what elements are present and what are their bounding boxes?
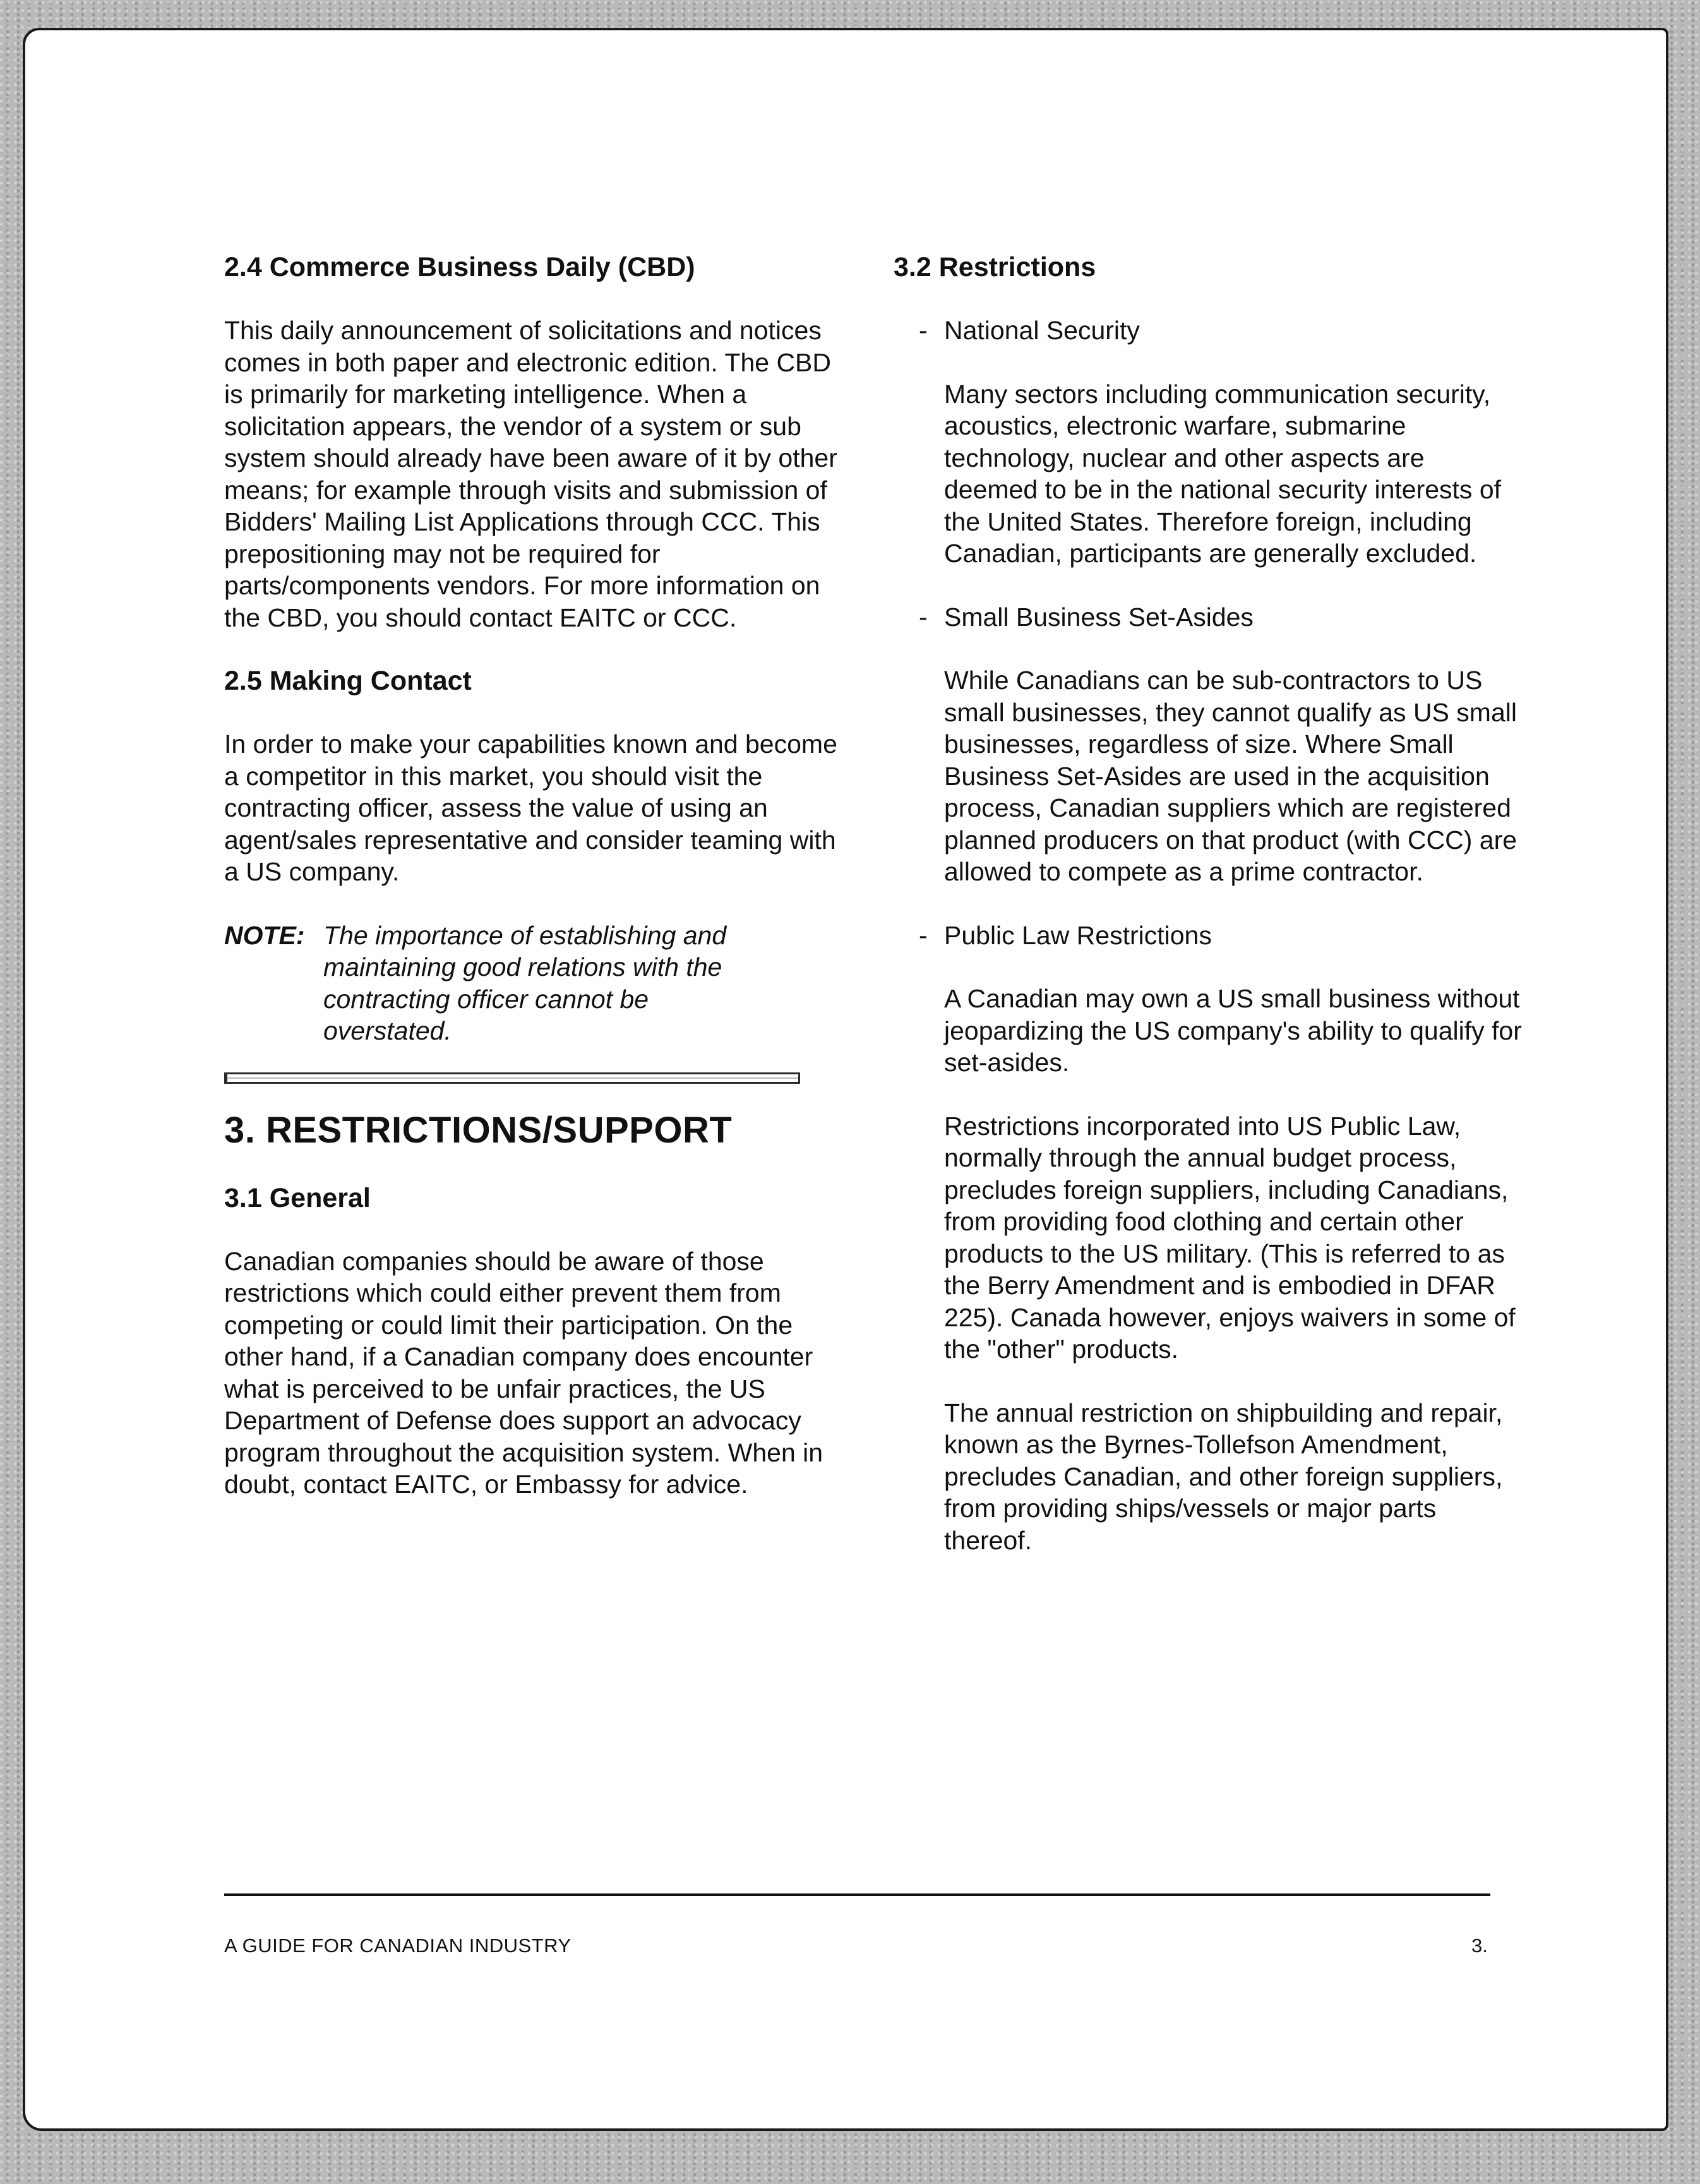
bullet-label: National Security [944, 316, 1140, 345]
paragraph-public-law-3: The annual restriction on shipbuilding and repair, known as the Byrnes-Tollefson Amendment, precludes Canadian, and other foreign suppliers, from providing ships/vessels or major parts thereof. [944, 1398, 1503, 1555]
right-column [894, 251, 1525, 1588]
footer-rule [224, 1893, 1490, 1896]
paragraph-national-security: Many sectors including communication security, acoustics, electronic warfare, submarine technology, nuclear and other aspects are deemed to be in the national security interests of the United States. Therefore foreign, including Canadian, participants are generally excluded. [944, 379, 1502, 568]
heading-3-1: 3.1 General [224, 1182, 371, 1213]
left-column [224, 251, 856, 1532]
section-divider [224, 1072, 800, 1084]
heading-2-5: 2.5 Making Contact [224, 666, 472, 696]
paragraph-general: Canadian companies should be aware of those restrictions which could either prevent them from competing or could limit their participation. On the other hand, if a Canadian company does encounter what is perceived to be unfair practices, the US Department of Defense does support an advocacy program throughout the acquisition system. When in doubt, contact EAITC, or Embassy for advice. [224, 1246, 823, 1499]
bullet-label: Public Law Restrictions [944, 920, 1212, 950]
page-number: 3. [1471, 1935, 1488, 1957]
heading-2-4: 2.4 Commerce Business Daily (CBD) [224, 252, 695, 282]
note-block [224, 920, 856, 1047]
note-text: The importance of establishing and maintaining good relations with the contracting officer cannot be overstated. [323, 920, 727, 1045]
paragraph-making-contact: In order to make your capabilities known and become a competitor in this market, you should visit the contracting officer, assess the value of using an agent/sales representative and consider teaming with a US company. [224, 729, 837, 886]
heading-3-2: 3.2 Restrictions [894, 252, 1096, 282]
paragraph-public-law-2: Restrictions incorporated into US Public Law, normally through the annual budget process, precludes foreign suppliers, including Canadians, from providing food clothing and certain other products to the US military. (This is referred to as the Berry Amendment and is embodied in DFAR 225). Canada however, enjoys waivers in some of the "other" products. [944, 1111, 1516, 1364]
document-page [23, 28, 1668, 2131]
paragraph-small-business: While Canadians can be sub-contractors to US small businesses, they cannot qualify as US small businesses, regardless of size. Where Small Business Set-Asides are used in the acquisition process, Canadian suppliers which are registered planned producers on that product (with CCC) are allowed to compete as a prime contractor. [944, 666, 1517, 886]
bullet-public-law [894, 920, 1525, 952]
bullet-label: Small Business Set-Asides [944, 602, 1254, 632]
bullet-small-business [894, 601, 1525, 633]
paragraph-public-law-1: A Canadian may own a US small business without jeopardizing the US company's ability to qualify for set-asides. [944, 984, 1522, 1077]
bullet-national-security [894, 315, 1525, 347]
heading-section-3: 3. RESTRICTIONS/SUPPORT [224, 1109, 733, 1151]
bullet-dash: - [919, 602, 928, 632]
bullet-dash: - [919, 316, 928, 345]
note-label: NOTE: [224, 920, 305, 950]
paragraph-cbd: This daily announcement of solicitations and notices comes in both paper and electronic edition. The CBD is primarily for marketing intelligence. When a solicitation appears, the vendor of a system or sub system should already have been aware of it by other means; for example through visits and submission of Bidders' Mailing List Applications through CCC. This prepositioning may not be required for parts/components vendors. For more information on the CBD, you should contact EAITC or CCC. [224, 316, 837, 632]
footer-title: A GUIDE FOR CANADIAN INDUSTRY [224, 1935, 572, 1957]
bullet-dash: - [919, 920, 928, 950]
